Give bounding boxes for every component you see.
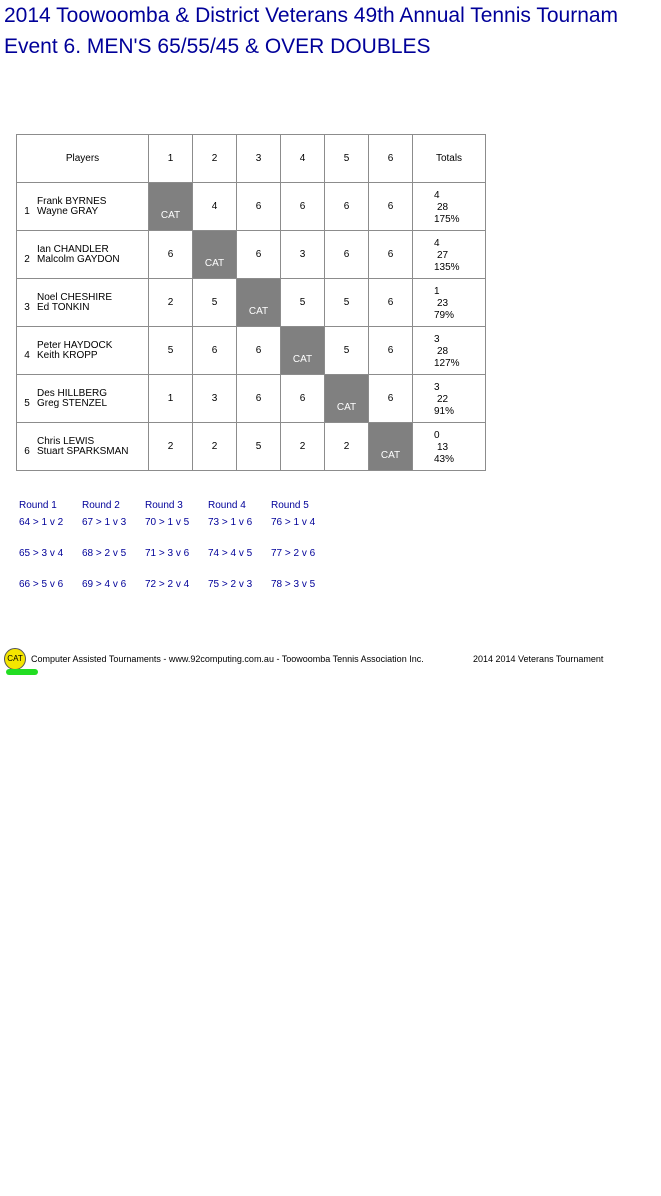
round-column: [19, 500, 82, 610]
score-cell: 6: [193, 327, 237, 375]
player-name: Chris LEWIS: [37, 435, 95, 447]
match-entry: 65 > 3 v 4: [19, 548, 64, 559]
match-entry: 78 > 3 v 5: [271, 579, 316, 590]
score-cell: 6: [237, 375, 281, 423]
match-entry: 77 > 2 v 6: [271, 548, 316, 559]
player-row: [17, 231, 486, 279]
games-total: 28: [437, 345, 449, 357]
event-title: Event 6. MEN'S 65/55/45 & OVER DOUBLES: [4, 35, 431, 58]
score-cell: 5: [325, 327, 369, 375]
cat-label: CAT: [336, 401, 357, 413]
match-entry: 72 > 2 v 4: [145, 579, 190, 590]
score-cell: 6: [237, 183, 281, 231]
score-cell: 1: [149, 375, 193, 423]
score-cell: 2: [325, 423, 369, 471]
wins-total: 3: [434, 381, 440, 393]
score-cell: 6: [237, 327, 281, 375]
player-row: [17, 279, 486, 327]
round-column: [145, 500, 208, 610]
score-cell: 6: [281, 375, 325, 423]
player-row: [17, 327, 486, 375]
score-cell: 6: [237, 231, 281, 279]
cat-label: CAT: [248, 305, 269, 317]
col-header-5: 5: [325, 135, 369, 183]
match-entry: 73 > 1 v 6: [208, 517, 253, 528]
cat-cell: [369, 423, 413, 471]
cat-logo-ball: CAT: [4, 648, 26, 670]
player-name: Peter HAYDOCK: [37, 339, 113, 351]
games-total: 13: [437, 441, 449, 453]
cat-cell: [237, 279, 281, 327]
partner-name: Greg STENZEL: [37, 397, 108, 409]
cat-cell: [325, 375, 369, 423]
match-entry: 75 > 2 v 3: [208, 579, 253, 590]
percentage: 91%: [434, 405, 455, 417]
totals-cell: [413, 183, 486, 231]
player-number: 6: [24, 446, 30, 457]
player-number: 2: [24, 254, 30, 265]
match-entry: 71 > 3 v 6: [145, 548, 190, 559]
player-cell: [17, 327, 149, 375]
results-grid: [16, 134, 486, 471]
cat-cell: [193, 231, 237, 279]
wins-total: 4: [434, 189, 440, 201]
games-total: 22: [437, 393, 449, 405]
player-cell: [17, 183, 149, 231]
score-cell: 6: [369, 375, 413, 423]
partner-name: Keith KROPP: [37, 349, 98, 361]
score-cell: 6: [369, 279, 413, 327]
percentage: 43%: [434, 453, 455, 465]
score-cell: 4: [193, 183, 237, 231]
col-header-2: 2: [193, 135, 237, 183]
wins-total: 3: [434, 333, 440, 345]
partner-name: Stuart SPARKSMAN: [37, 445, 129, 457]
round-title: Round 3: [145, 500, 183, 511]
cat-cell: [281, 327, 325, 375]
totals-cell: [413, 375, 486, 423]
totals-header: Totals: [413, 135, 486, 183]
cat-logo-swoosh: [6, 669, 38, 675]
games-total: 27: [437, 249, 449, 261]
player-number: 3: [24, 302, 30, 313]
match-entry: 69 > 4 v 6: [82, 579, 127, 590]
player-name: Des HILLBERG: [37, 387, 108, 399]
round-column: [271, 500, 334, 610]
totals-cell: [413, 231, 486, 279]
round-title: Round 5: [271, 500, 309, 511]
score-cell: 5: [281, 279, 325, 327]
score-cell: 2: [193, 423, 237, 471]
score-cell: 5: [193, 279, 237, 327]
partner-name: Wayne GRAY: [37, 205, 99, 217]
match-entry: 64 > 1 v 2: [19, 517, 64, 528]
footer-tournament: 2014 2014 Veterans Tournament: [473, 654, 604, 664]
match-entry: 67 > 1 v 3: [82, 517, 127, 528]
match-entry: 68 > 2 v 5: [82, 548, 127, 559]
score-cell: 6: [369, 327, 413, 375]
percentage: 135%: [434, 261, 460, 273]
round-column: [82, 500, 145, 610]
cat-label: CAT: [380, 449, 401, 461]
score-cell: 6: [325, 183, 369, 231]
player-name: Ian CHANDLER: [37, 243, 109, 255]
col-header-1: 1: [149, 135, 193, 183]
score-cell: 6: [369, 183, 413, 231]
score-cell: 6: [149, 231, 193, 279]
round-title: Round 1: [19, 500, 57, 511]
player-row: [17, 375, 486, 423]
player-number: 5: [24, 398, 30, 409]
col-header-3: 3: [237, 135, 281, 183]
match-entry: 66 > 5 v 6: [19, 579, 64, 590]
partner-name: Ed TONKIN: [37, 301, 90, 313]
percentage: 175%: [434, 213, 460, 225]
games-total: 23: [437, 297, 449, 309]
player-row: [17, 183, 486, 231]
score-cell: 3: [193, 375, 237, 423]
score-cell: 3: [281, 231, 325, 279]
col-header-6: 6: [369, 135, 413, 183]
player-cell: [17, 375, 149, 423]
games-total: 28: [437, 201, 449, 213]
round-title: Round 4: [208, 500, 246, 511]
player-row: [17, 423, 486, 471]
percentage: 79%: [434, 309, 455, 321]
score-cell: 5: [149, 327, 193, 375]
player-number: 4: [24, 350, 30, 361]
tournament-title: 2014 Toowoomba & District Veterans 49th Annual Tennis Tournam: [4, 4, 619, 27]
partner-name: Malcolm GAYDON: [37, 253, 120, 265]
score-cell: 6: [325, 231, 369, 279]
score-cell: 6: [281, 183, 325, 231]
totals-cell: [413, 279, 486, 327]
match-entry: 76 > 1 v 4: [271, 517, 316, 528]
players-header: Players: [17, 135, 149, 183]
round-title: Round 2: [82, 500, 120, 511]
score-cell: 2: [281, 423, 325, 471]
player-name: Frank BYRNES: [37, 195, 107, 207]
grid-header-row: [17, 135, 486, 183]
score-cell: 2: [149, 279, 193, 327]
wins-total: 1: [434, 285, 440, 297]
player-cell: [17, 231, 149, 279]
player-cell: [17, 279, 149, 327]
totals-cell: [413, 423, 486, 471]
totals-cell: [413, 327, 486, 375]
match-entry: 70 > 1 v 5: [145, 517, 190, 528]
cat-logo: [4, 648, 26, 670]
score-cell: 2: [149, 423, 193, 471]
wins-total: 0: [434, 429, 440, 441]
score-cell: 5: [237, 423, 281, 471]
cat-cell: [149, 183, 193, 231]
player-number: 1: [24, 206, 30, 217]
cat-label: CAT: [204, 257, 225, 269]
cat-label: CAT: [160, 209, 181, 221]
col-header-4: 4: [281, 135, 325, 183]
match-entry: 74 > 4 v 5: [208, 548, 253, 559]
footer-credit: Computer Assisted Tournaments - www.92computing.com.au - Toowoomba Tennis Association Inc.: [31, 654, 424, 664]
score-cell: 6: [369, 231, 413, 279]
score-cell: 5: [325, 279, 369, 327]
player-name: Noel CHESHIRE: [37, 291, 113, 303]
wins-total: 4: [434, 237, 440, 249]
player-cell: [17, 423, 149, 471]
round-column: [208, 500, 271, 610]
percentage: 127%: [434, 357, 460, 369]
cat-label: CAT: [292, 353, 313, 365]
